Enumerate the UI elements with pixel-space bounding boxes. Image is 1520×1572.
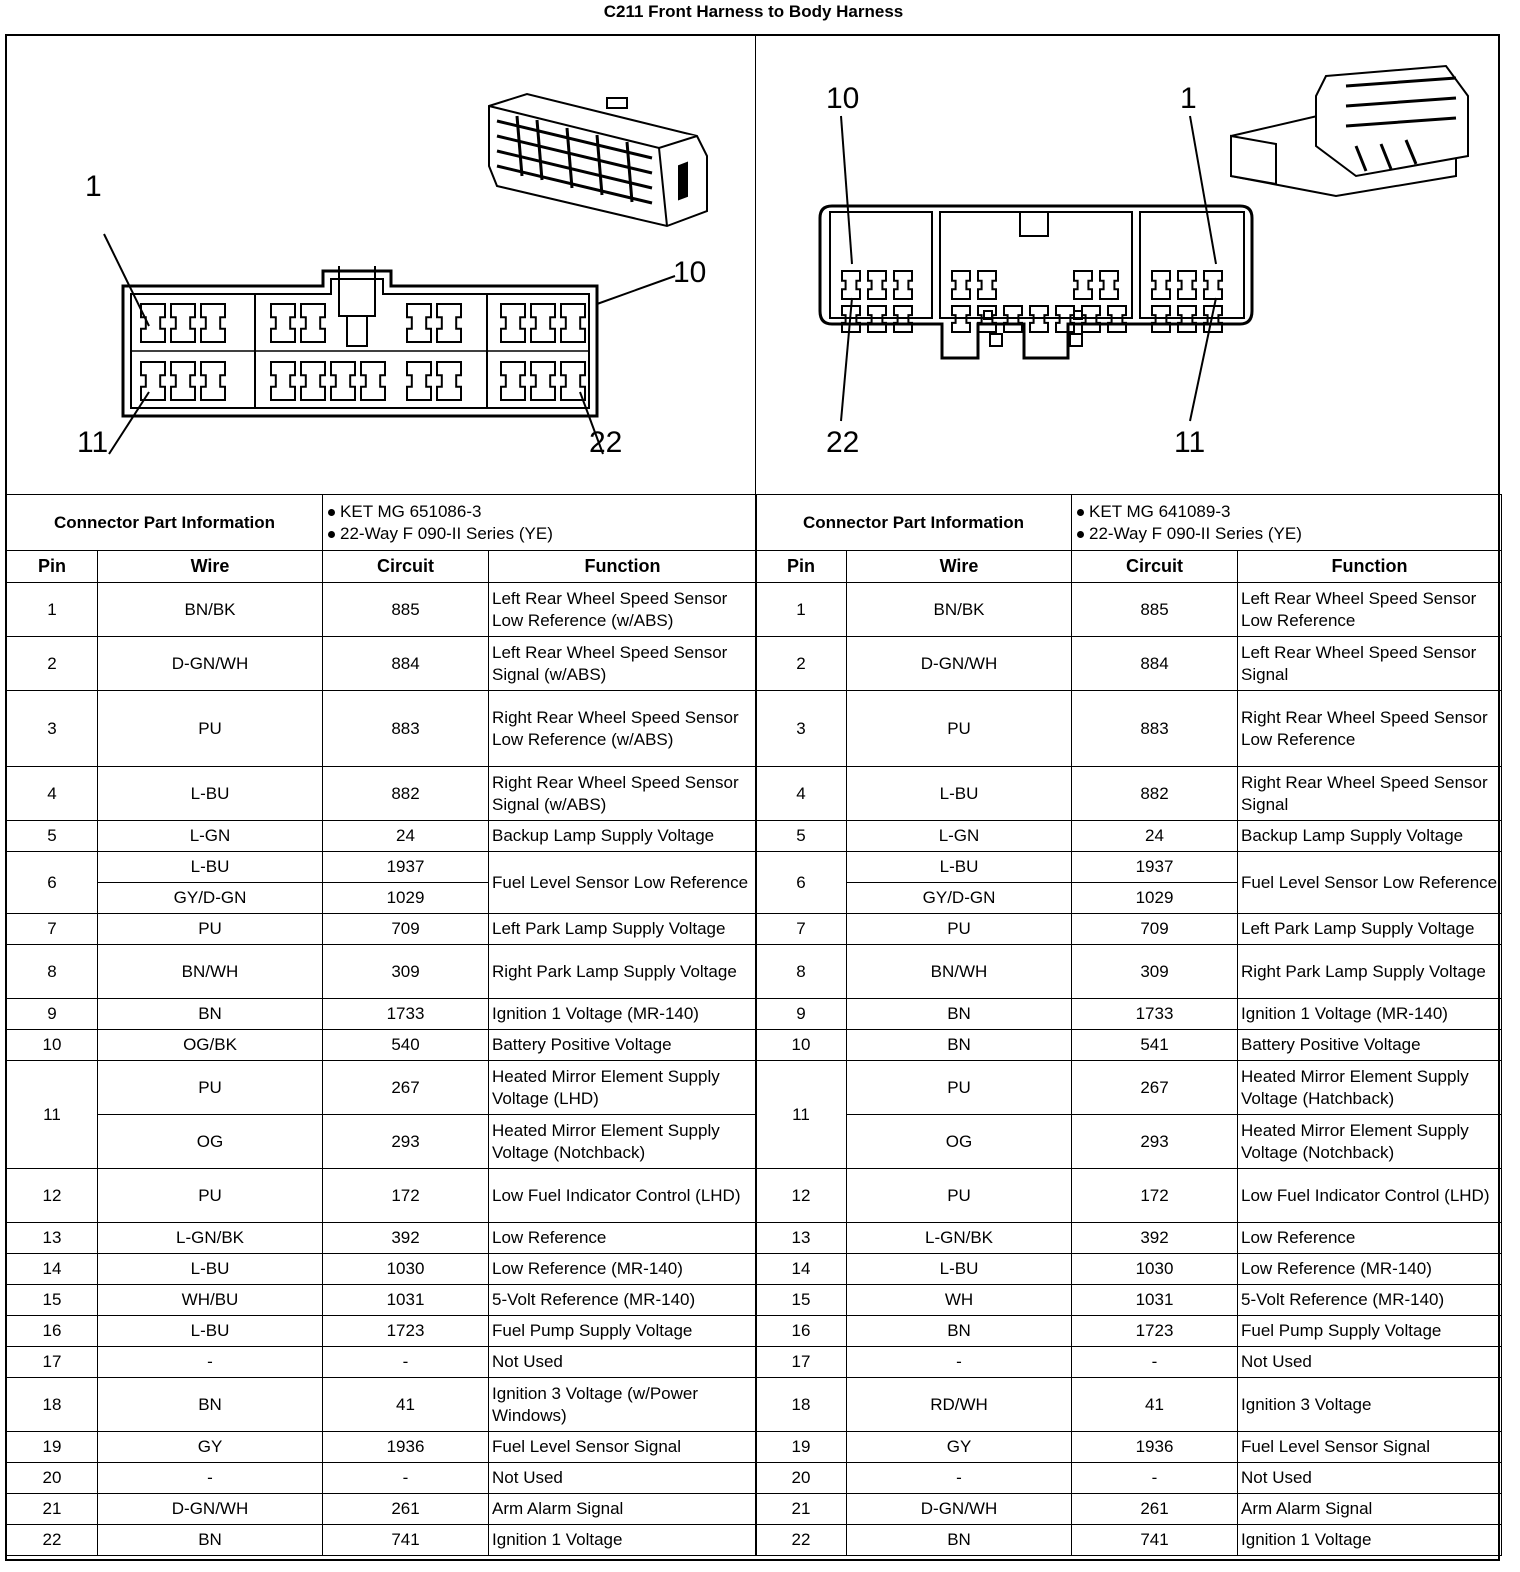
wire-cell: PU: [98, 1061, 323, 1115]
cavity: [1204, 271, 1222, 299]
cavity: [978, 271, 996, 299]
cavity: [501, 304, 525, 342]
cavity: [301, 304, 325, 342]
wire-cell: OG: [98, 1115, 323, 1169]
table-row: [7, 691, 757, 767]
wire-cell: -: [98, 1463, 323, 1494]
cavity: [531, 362, 555, 400]
circuit-cell: 709: [1072, 914, 1238, 945]
circuit-cell: 24: [1072, 821, 1238, 852]
cavity: [501, 362, 525, 400]
pin-cell: 2: [7, 637, 98, 691]
cavity: [171, 304, 195, 342]
wire-cell: BN/BK: [98, 583, 323, 637]
table-row: [756, 767, 1502, 821]
circuit-cell: 883: [1072, 691, 1238, 767]
table-row: [7, 1061, 757, 1115]
function-cell: Low Reference (MR-140): [1238, 1254, 1502, 1285]
circuit-cell: 882: [323, 767, 489, 821]
table-row: [756, 945, 1502, 999]
wire-cell: -: [847, 1463, 1072, 1494]
table-row: [7, 852, 757, 883]
cavity: [437, 304, 461, 342]
circuit-cell: 293: [323, 1115, 489, 1169]
table-row: [756, 691, 1502, 767]
function-cell: Not Used: [1238, 1463, 1502, 1494]
pin-cell: 13: [7, 1223, 98, 1254]
cavity: [1100, 271, 1118, 299]
column-header-circuit: Circuit: [323, 551, 489, 583]
circuit-cell: 1029: [323, 883, 489, 914]
circuit-cell: 1936: [323, 1432, 489, 1463]
function-cell: Fuel Level Sensor Signal: [489, 1432, 757, 1463]
wire-cell: -: [847, 1347, 1072, 1378]
pin-cell: 16: [7, 1316, 98, 1347]
circuit-cell: -: [323, 1463, 489, 1494]
circuit-cell: 540: [323, 1030, 489, 1061]
function-cell: Low Reference: [1238, 1223, 1502, 1254]
right-connector-face: [820, 206, 1252, 358]
circuit-cell: 709: [323, 914, 489, 945]
table-row: [7, 999, 757, 1030]
wire-cell: RD/WH: [847, 1378, 1072, 1432]
pin-cell: 6: [7, 852, 98, 914]
function-cell: Heated Mirror Element Supply Voltage (Notchback): [1238, 1115, 1502, 1169]
wire-cell: GY: [847, 1432, 1072, 1463]
function-cell: Fuel Pump Supply Voltage: [489, 1316, 757, 1347]
pin-cell: 18: [7, 1378, 98, 1432]
circuit-cell: 1723: [323, 1316, 489, 1347]
function-cell: 5-Volt Reference (MR-140): [489, 1285, 757, 1316]
circuit-cell: 1030: [1072, 1254, 1238, 1285]
function-cell: Left Park Lamp Supply Voltage: [1238, 914, 1502, 945]
column-header-wire: Wire: [98, 551, 323, 583]
wire-cell: PU: [98, 691, 323, 767]
cavity: [842, 271, 860, 299]
cavity: [301, 362, 325, 400]
part-series: 22-Way F 090-II Series (YE): [1075, 523, 1498, 545]
table-row: [7, 914, 757, 945]
wire-cell: BN: [98, 999, 323, 1030]
pin-cell: 19: [7, 1432, 98, 1463]
function-cell: Ignition 3 Voltage: [1238, 1378, 1502, 1432]
function-cell: Ignition 3 Voltage (w/Power Windows): [489, 1378, 757, 1432]
part-number: KET MG 641089-3: [1075, 501, 1498, 523]
wire-cell: L-GN: [847, 821, 1072, 852]
circuit-cell: 309: [1072, 945, 1238, 999]
table-row: [7, 637, 757, 691]
wire-cell: BN/WH: [98, 945, 323, 999]
table-row: [7, 1347, 757, 1378]
table-row: [7, 1432, 757, 1463]
pin-cell: 3: [756, 691, 847, 767]
connector-diagrams: [7, 36, 1498, 494]
wire-cell: BN/WH: [847, 945, 1072, 999]
pin-cell: 21: [7, 1494, 98, 1525]
left-callout-pin-10: 10: [673, 256, 707, 289]
circuit-cell: 884: [1072, 637, 1238, 691]
table-row: [756, 1525, 1502, 1556]
wire-cell: BN: [847, 1525, 1072, 1556]
table-row: [756, 1254, 1502, 1285]
wire-cell: GY/D-GN: [847, 883, 1072, 914]
circuit-cell: 1723: [1072, 1316, 1238, 1347]
wire-cell: OG: [847, 1115, 1072, 1169]
pin-cell: 5: [756, 821, 847, 852]
table-row: [756, 583, 1502, 637]
circuit-cell: 1936: [1072, 1432, 1238, 1463]
left-callout-pin-22: 22: [589, 426, 623, 459]
connector-part-info-label: Connector Part Information: [756, 495, 1072, 551]
function-cell: Right Park Lamp Supply Voltage: [1238, 945, 1502, 999]
circuit-cell: 885: [323, 583, 489, 637]
pin-cell: 22: [756, 1525, 847, 1556]
wire-cell: -: [98, 1347, 323, 1378]
table-row: [756, 1115, 1502, 1169]
table-row: [7, 1494, 757, 1525]
table-row: [756, 637, 1502, 691]
left-callout-pin-1: 1: [85, 170, 102, 203]
part-number: KET MG 651086-3: [326, 501, 753, 523]
circuit-cell: 883: [323, 691, 489, 767]
table-row: [7, 1525, 757, 1556]
wire-cell: L-BU: [98, 852, 323, 883]
wire-cell: PU: [98, 914, 323, 945]
table-row: [756, 1223, 1502, 1254]
left-connector-diagram: [7, 36, 755, 494]
page-title: C211 Front Harness to Body Harness: [603, 2, 904, 21]
column-header-circuit: Circuit: [1072, 551, 1238, 583]
wire-cell: D-GN/WH: [98, 637, 323, 691]
connector-part-info: [1072, 495, 1502, 551]
column-header-function: Function: [489, 551, 757, 583]
function-cell: Left Rear Wheel Speed Sensor Signal (w/ABS): [489, 637, 757, 691]
wire-cell: L-GN/BK: [847, 1223, 1072, 1254]
wire-cell: BN: [847, 1316, 1072, 1347]
wire-cell: PU: [98, 1169, 323, 1223]
function-cell: Battery Positive Voltage: [489, 1030, 757, 1061]
pin-cell: 3: [7, 691, 98, 767]
table-row: [7, 1285, 757, 1316]
wire-cell: L-BU: [847, 852, 1072, 883]
circuit-cell: 882: [1072, 767, 1238, 821]
connector-sheet: [5, 34, 1500, 1561]
cavity: [361, 362, 385, 400]
pin-cell: 22: [7, 1525, 98, 1556]
function-cell: Right Rear Wheel Speed Sensor Low Reference (w/ABS): [489, 691, 757, 767]
cavity: [407, 304, 431, 342]
pin-cell: 17: [7, 1347, 98, 1378]
pin-cell: 4: [7, 767, 98, 821]
pin-cell: 18: [756, 1378, 847, 1432]
table-row: [7, 1030, 757, 1061]
table-row: [756, 1030, 1502, 1061]
right-callout-pin-1: 1: [1180, 82, 1197, 115]
wire-cell: BN/BK: [847, 583, 1072, 637]
wire-cell: BN: [98, 1525, 323, 1556]
function-cell: Left Rear Wheel Speed Sensor Signal: [1238, 637, 1502, 691]
circuit-cell: -: [323, 1347, 489, 1378]
left-callout-pin-11: 11: [77, 426, 109, 459]
cavity: [1074, 271, 1092, 299]
pin-cell: 15: [756, 1285, 847, 1316]
table-row: [7, 1254, 757, 1285]
pin-cell: 16: [756, 1316, 847, 1347]
cavity: [407, 362, 431, 400]
table-row: [7, 1169, 757, 1223]
cavity: [271, 304, 295, 342]
right-callout-pin-10: 10: [826, 82, 860, 115]
pin-cell: 1: [756, 583, 847, 637]
cavity: [331, 362, 355, 400]
circuit-cell: 293: [1072, 1115, 1238, 1169]
pin-cell: 4: [756, 767, 847, 821]
pin-cell: 20: [7, 1463, 98, 1494]
pin-cell: 7: [7, 914, 98, 945]
circuit-cell: 741: [323, 1525, 489, 1556]
cavity: [952, 271, 970, 299]
table-row: [7, 1223, 757, 1254]
function-cell: Ignition 1 Voltage (MR-140): [1238, 999, 1502, 1030]
wire-cell: BN: [847, 1030, 1072, 1061]
wire-cell: PU: [847, 914, 1072, 945]
wire-cell: PU: [847, 1169, 1072, 1223]
circuit-cell: 1937: [1072, 852, 1238, 883]
circuit-cell: 1733: [1072, 999, 1238, 1030]
circuit-cell: 41: [1072, 1378, 1238, 1432]
function-cell: Right Rear Wheel Speed Sensor Signal: [1238, 767, 1502, 821]
wire-cell: PU: [847, 1061, 1072, 1115]
circuit-cell: 24: [323, 821, 489, 852]
function-cell: Left Rear Wheel Speed Sensor Low Reference: [1238, 583, 1502, 637]
left-connector-thumbnail: [489, 94, 707, 226]
pin-cell: 20: [756, 1463, 847, 1494]
wire-cell: PU: [847, 691, 1072, 767]
pin-cell: 10: [7, 1030, 98, 1061]
pin-cell: 5: [7, 821, 98, 852]
wire-cell: WH: [847, 1285, 1072, 1316]
circuit-cell: 392: [1072, 1223, 1238, 1254]
table-row: [756, 1494, 1502, 1525]
table-row: [7, 1463, 757, 1494]
column-header-pin: Pin: [756, 551, 847, 583]
circuit-cell: 1733: [323, 999, 489, 1030]
function-cell: Not Used: [489, 1347, 757, 1378]
circuit-cell: 1937: [323, 852, 489, 883]
right-callout-pin-22: 22: [826, 426, 860, 459]
pin-cell: 7: [756, 914, 847, 945]
pin-cell: 6: [756, 852, 847, 914]
circuit-cell: -: [1072, 1347, 1238, 1378]
function-cell: Heated Mirror Element Supply Voltage (LHD): [489, 1061, 757, 1115]
pin-cell: 8: [7, 945, 98, 999]
function-cell: Ignition 1 Voltage: [489, 1525, 757, 1556]
function-cell: Low Reference (MR-140): [489, 1254, 757, 1285]
table-row: [7, 945, 757, 999]
right-connector-diagram: [756, 36, 1502, 494]
table-row: [756, 821, 1502, 852]
function-cell: Fuel Pump Supply Voltage: [1238, 1316, 1502, 1347]
function-cell: Backup Lamp Supply Voltage: [489, 821, 757, 852]
pin-cell: 13: [756, 1223, 847, 1254]
pin-cell: 2: [756, 637, 847, 691]
cavity: [1178, 271, 1196, 299]
column-header-wire: Wire: [847, 551, 1072, 583]
right-callout-leaders: [841, 116, 1216, 421]
table-row: [7, 1115, 757, 1169]
wire-cell: D-GN/WH: [847, 1494, 1072, 1525]
pin-cell: 11: [756, 1061, 847, 1169]
function-cell: 5-Volt Reference (MR-140): [1238, 1285, 1502, 1316]
table-row: [756, 852, 1502, 883]
function-cell: Heated Mirror Element Supply Voltage (Notchback): [489, 1115, 757, 1169]
wire-cell: L-GN/BK: [98, 1223, 323, 1254]
function-cell: Backup Lamp Supply Voltage: [1238, 821, 1502, 852]
function-cell: Battery Positive Voltage: [1238, 1030, 1502, 1061]
circuit-cell: 741: [1072, 1525, 1238, 1556]
wire-cell: BN: [847, 999, 1072, 1030]
function-cell: Left Rear Wheel Speed Sensor Low Reference (w/ABS): [489, 583, 757, 637]
wire-cell: D-GN/WH: [847, 637, 1072, 691]
cavity: [141, 362, 165, 400]
table-row: [756, 999, 1502, 1030]
pin-cell: 21: [756, 1494, 847, 1525]
wire-cell: L-GN: [98, 821, 323, 852]
wire-cell: L-BU: [847, 1254, 1072, 1285]
function-cell: Low Reference: [489, 1223, 757, 1254]
pin-cell: 11: [7, 1061, 98, 1169]
table-row: [756, 1316, 1502, 1347]
table-row: [7, 1316, 757, 1347]
function-cell: Heated Mirror Element Supply Voltage (Hatchback): [1238, 1061, 1502, 1115]
function-cell: Arm Alarm Signal: [489, 1494, 757, 1525]
circuit-cell: 261: [323, 1494, 489, 1525]
wire-cell: D-GN/WH: [98, 1494, 323, 1525]
circuit-cell: 267: [323, 1061, 489, 1115]
circuit-cell: 309: [323, 945, 489, 999]
wire-cell: GY: [98, 1432, 323, 1463]
pin-cell: 12: [7, 1169, 98, 1223]
cavity: [868, 271, 886, 299]
cavity: [141, 304, 165, 342]
circuit-cell: 172: [1072, 1169, 1238, 1223]
table-row: [756, 1169, 1502, 1223]
circuit-cell: 1031: [323, 1285, 489, 1316]
function-cell: Low Fuel Indicator Control (LHD): [1238, 1169, 1502, 1223]
function-cell: Right Park Lamp Supply Voltage: [489, 945, 757, 999]
function-cell: Low Fuel Indicator Control (LHD): [489, 1169, 757, 1223]
cavity: [561, 304, 585, 342]
table-row: [756, 1432, 1502, 1463]
wire-cell: L-BU: [98, 767, 323, 821]
circuit-cell: 1030: [323, 1254, 489, 1285]
function-cell: Fuel Level Sensor Low Reference: [489, 852, 757, 914]
circuit-cell: -: [1072, 1463, 1238, 1494]
wire-cell: WH/BU: [98, 1285, 323, 1316]
circuit-cell: 885: [1072, 583, 1238, 637]
cavity: [1152, 271, 1170, 299]
table-row: [7, 583, 757, 637]
pin-cell: 19: [756, 1432, 847, 1463]
table-row: [756, 1061, 1502, 1115]
circuit-cell: 41: [323, 1378, 489, 1432]
table-row: [7, 767, 757, 821]
circuit-cell: 884: [323, 637, 489, 691]
wire-cell: L-BU: [98, 1254, 323, 1285]
circuit-cell: 172: [323, 1169, 489, 1223]
circuit-cell: 392: [323, 1223, 489, 1254]
column-header-pin: Pin: [7, 551, 98, 583]
table-row: [756, 1347, 1502, 1378]
wire-cell: OG/BK: [98, 1030, 323, 1061]
wire-cell: L-BU: [847, 767, 1072, 821]
cavity: [171, 362, 195, 400]
table-row: [756, 1463, 1502, 1494]
cavity: [201, 362, 225, 400]
circuit-cell: 1029: [1072, 883, 1238, 914]
pin-cell: 9: [756, 999, 847, 1030]
circuit-cell: 261: [1072, 1494, 1238, 1525]
right-callout-pin-11: 11: [1174, 426, 1206, 459]
cavity: [531, 304, 555, 342]
table-row: [756, 914, 1502, 945]
connector-part-info: [323, 495, 757, 551]
right-connector-thumbnail: [1231, 66, 1468, 196]
table-row: [7, 821, 757, 852]
cavity: [271, 362, 295, 400]
pin-cell: 9: [7, 999, 98, 1030]
pin-cell: 10: [756, 1030, 847, 1061]
left-pinout-table: [6, 494, 757, 1556]
table-row: [7, 1378, 757, 1432]
pin-cell: 14: [7, 1254, 98, 1285]
function-cell: Ignition 1 Voltage: [1238, 1525, 1502, 1556]
circuit-cell: 267: [1072, 1061, 1238, 1115]
column-header-function: Function: [1238, 551, 1502, 583]
pin-cell: 17: [756, 1347, 847, 1378]
cavity: [894, 271, 912, 299]
function-cell: Not Used: [489, 1463, 757, 1494]
pin-cell: 14: [756, 1254, 847, 1285]
part-series: 22-Way F 090-II Series (YE): [326, 523, 753, 545]
function-cell: Right Rear Wheel Speed Sensor Low Reference: [1238, 691, 1502, 767]
left-connector-cavities: [141, 304, 585, 400]
table-row: [756, 1285, 1502, 1316]
table-row: [756, 1378, 1502, 1432]
pin-cell: 15: [7, 1285, 98, 1316]
wire-cell: L-BU: [98, 1316, 323, 1347]
function-cell: Fuel Level Sensor Low Reference: [1238, 852, 1502, 914]
connector-part-info-label: Connector Part Information: [7, 495, 323, 551]
cavity: [201, 304, 225, 342]
right-pinout-table: [755, 494, 1502, 1556]
function-cell: Arm Alarm Signal: [1238, 1494, 1502, 1525]
cavity: [437, 362, 461, 400]
function-cell: Not Used: [1238, 1347, 1502, 1378]
circuit-cell: 1031: [1072, 1285, 1238, 1316]
pin-cell: 1: [7, 583, 98, 637]
function-cell: Ignition 1 Voltage (MR-140): [489, 999, 757, 1030]
function-cell: Right Rear Wheel Speed Sensor Signal (w/ABS): [489, 767, 757, 821]
wire-cell: GY/D-GN: [98, 883, 323, 914]
circuit-cell: 541: [1072, 1030, 1238, 1061]
pin-cell: 8: [756, 945, 847, 999]
pin-cell: 12: [756, 1169, 847, 1223]
function-cell: Left Park Lamp Supply Voltage: [489, 914, 757, 945]
function-cell: Fuel Level Sensor Signal: [1238, 1432, 1502, 1463]
wire-cell: BN: [98, 1378, 323, 1432]
